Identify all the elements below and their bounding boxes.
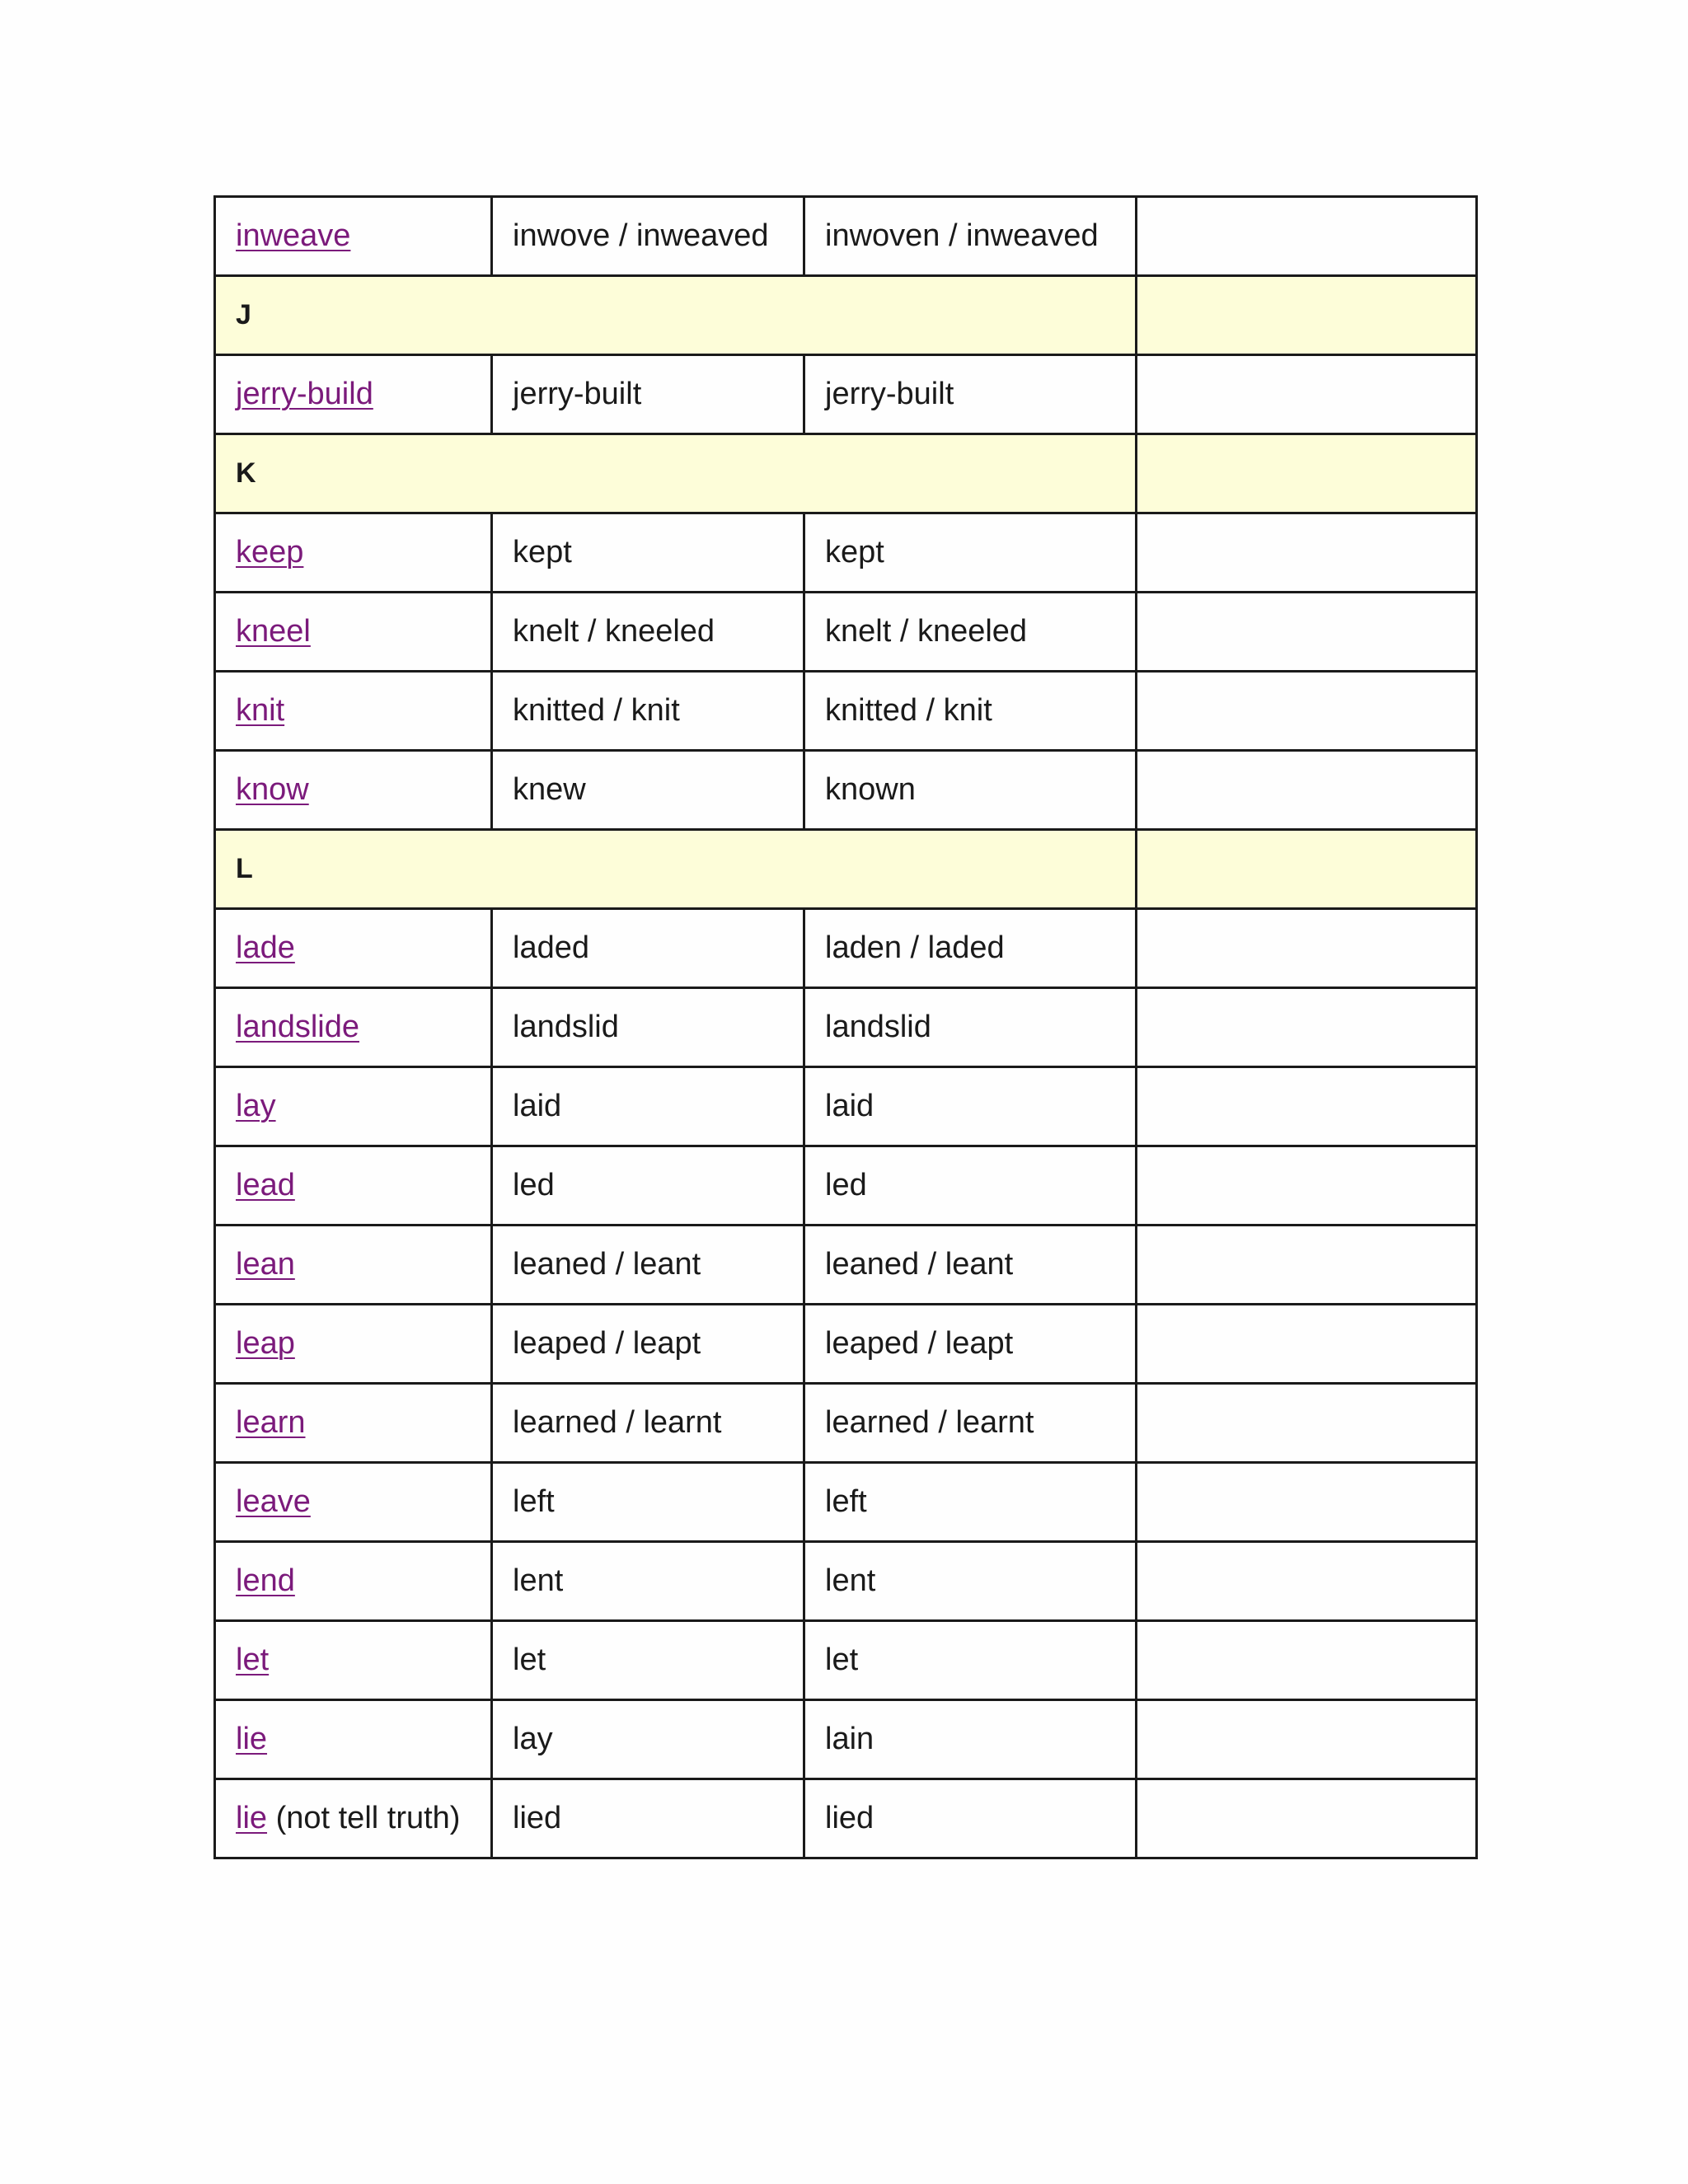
past-simple-cell: laded [492, 909, 804, 988]
base-form-cell [215, 672, 492, 751]
past-simple-cell: landslid [492, 988, 804, 1067]
verb-link[interactable]: lade [236, 930, 295, 965]
base-form-cell [215, 1067, 492, 1146]
extra-cell [1137, 751, 1477, 830]
extra-cell [1137, 988, 1477, 1067]
section-letter: L [215, 830, 1137, 909]
extra-cell [1137, 1067, 1477, 1146]
table-row [215, 593, 1477, 672]
past-participle-cell: knelt / kneeled [804, 593, 1137, 672]
extra-cell [1137, 1305, 1477, 1384]
table-row [215, 1384, 1477, 1463]
table-row [215, 1305, 1477, 1384]
base-form-cell [215, 593, 492, 672]
past-participle-cell: leaped / leapt [804, 1305, 1137, 1384]
past-participle-cell: inwoven / inweaved [804, 197, 1137, 276]
table-row [215, 909, 1477, 988]
table-row [215, 1226, 1477, 1305]
base-form-cell [215, 1305, 492, 1384]
table-row [215, 355, 1477, 434]
base-form-cell [215, 988, 492, 1067]
past-participle-cell: let [804, 1621, 1137, 1700]
section-empty-cell [1137, 276, 1477, 355]
past-simple-cell: learned / learnt [492, 1384, 804, 1463]
past-simple-cell: left [492, 1463, 804, 1542]
verb-link[interactable]: leave [236, 1484, 311, 1519]
base-form-cell [215, 1146, 492, 1226]
extra-cell [1137, 672, 1477, 751]
base-form-cell [215, 1779, 492, 1858]
base-form-cell [215, 751, 492, 830]
verb-link[interactable]: lead [236, 1168, 295, 1202]
past-simple-cell: jerry-built [492, 355, 804, 434]
past-participle-cell: leaned / leant [804, 1226, 1137, 1305]
section-header-row [215, 434, 1477, 513]
past-participle-cell: known [804, 751, 1137, 830]
verb-link[interactable]: inweave [236, 218, 351, 253]
base-form-cell [215, 513, 492, 593]
base-form-cell [215, 1542, 492, 1621]
past-simple-cell: knew [492, 751, 804, 830]
verb-link[interactable]: landslide [236, 1010, 359, 1044]
section-empty-cell [1137, 434, 1477, 513]
past-participle-cell: lain [804, 1700, 1137, 1779]
extra-cell [1137, 1700, 1477, 1779]
irregular-verbs-table [213, 195, 1478, 1859]
past-participle-cell: laid [804, 1067, 1137, 1146]
verb-link[interactable]: know [236, 772, 309, 807]
past-simple-cell: lay [492, 1700, 804, 1779]
past-simple-cell: let [492, 1621, 804, 1700]
past-simple-cell: lied [492, 1779, 804, 1858]
table-row [215, 672, 1477, 751]
table-body [215, 197, 1477, 1858]
past-participle-cell: lent [804, 1542, 1137, 1621]
table-row [215, 1621, 1477, 1700]
extra-cell [1137, 1779, 1477, 1858]
base-form-cell [215, 1700, 492, 1779]
table-row [215, 751, 1477, 830]
extra-cell [1137, 513, 1477, 593]
extra-cell [1137, 1463, 1477, 1542]
base-form-cell [215, 1463, 492, 1542]
extra-cell [1137, 909, 1477, 988]
past-simple-cell: leaned / leant [492, 1226, 804, 1305]
section-empty-cell [1137, 830, 1477, 909]
past-participle-cell: learned / learnt [804, 1384, 1137, 1463]
table-row [215, 1146, 1477, 1226]
past-simple-cell: leaped / leapt [492, 1305, 804, 1384]
section-letter: K [215, 434, 1137, 513]
past-participle-cell: jerry-built [804, 355, 1137, 434]
past-participle-cell: lied [804, 1779, 1137, 1858]
past-simple-cell: kept [492, 513, 804, 593]
past-simple-cell: laid [492, 1067, 804, 1146]
past-participle-cell: laden / laded [804, 909, 1137, 988]
table-row [215, 1700, 1477, 1779]
verb-link[interactable]: lie [236, 1722, 268, 1756]
past-participle-cell: led [804, 1146, 1137, 1226]
table-row [215, 197, 1477, 276]
verb-link[interactable]: lay [236, 1089, 276, 1123]
past-simple-cell: knitted / knit [492, 672, 804, 751]
verb-link[interactable]: keep [236, 535, 304, 569]
base-form-cell [215, 909, 492, 988]
verb-link[interactable]: let [236, 1643, 270, 1677]
section-letter: J [215, 276, 1137, 355]
extra-cell [1137, 1621, 1477, 1700]
table-row [215, 1779, 1477, 1858]
past-participle-cell: kept [804, 513, 1137, 593]
verb-link[interactable]: learn [236, 1405, 306, 1440]
verb-link[interactable]: jerry-build [236, 377, 373, 411]
extra-cell [1137, 1542, 1477, 1621]
base-form-cell [215, 355, 492, 434]
past-participle-cell: landslid [804, 988, 1137, 1067]
verb-link[interactable]: leap [236, 1326, 295, 1361]
table-row [215, 1067, 1477, 1146]
verb-link[interactable]: knit [236, 693, 285, 728]
extra-cell [1137, 593, 1477, 672]
base-form-cell [215, 197, 492, 276]
verb-link[interactable]: kneel [236, 614, 311, 649]
verb-link[interactable]: lean [236, 1247, 295, 1282]
section-header-row [215, 276, 1477, 355]
past-participle-cell: left [804, 1463, 1137, 1542]
table-row [215, 988, 1477, 1067]
verb-note: (not tell truth) [267, 1801, 461, 1835]
past-participle-cell: knitted / knit [804, 672, 1137, 751]
past-simple-cell: knelt / kneeled [492, 593, 804, 672]
extra-cell [1137, 355, 1477, 434]
table-row [215, 1463, 1477, 1542]
base-form-cell [215, 1621, 492, 1700]
past-simple-cell: led [492, 1146, 804, 1226]
table-row [215, 1542, 1477, 1621]
base-form-cell [215, 1384, 492, 1463]
extra-cell [1137, 1146, 1477, 1226]
past-simple-cell: inwove / inweaved [492, 197, 804, 276]
extra-cell [1137, 1384, 1477, 1463]
extra-cell [1137, 1226, 1477, 1305]
base-form-cell [215, 1226, 492, 1305]
table-row [215, 513, 1477, 593]
verb-link[interactable]: lend [236, 1563, 295, 1598]
verb-link[interactable]: lie [236, 1801, 268, 1835]
past-simple-cell: lent [492, 1542, 804, 1621]
section-header-row [215, 830, 1477, 909]
extra-cell [1137, 197, 1477, 276]
